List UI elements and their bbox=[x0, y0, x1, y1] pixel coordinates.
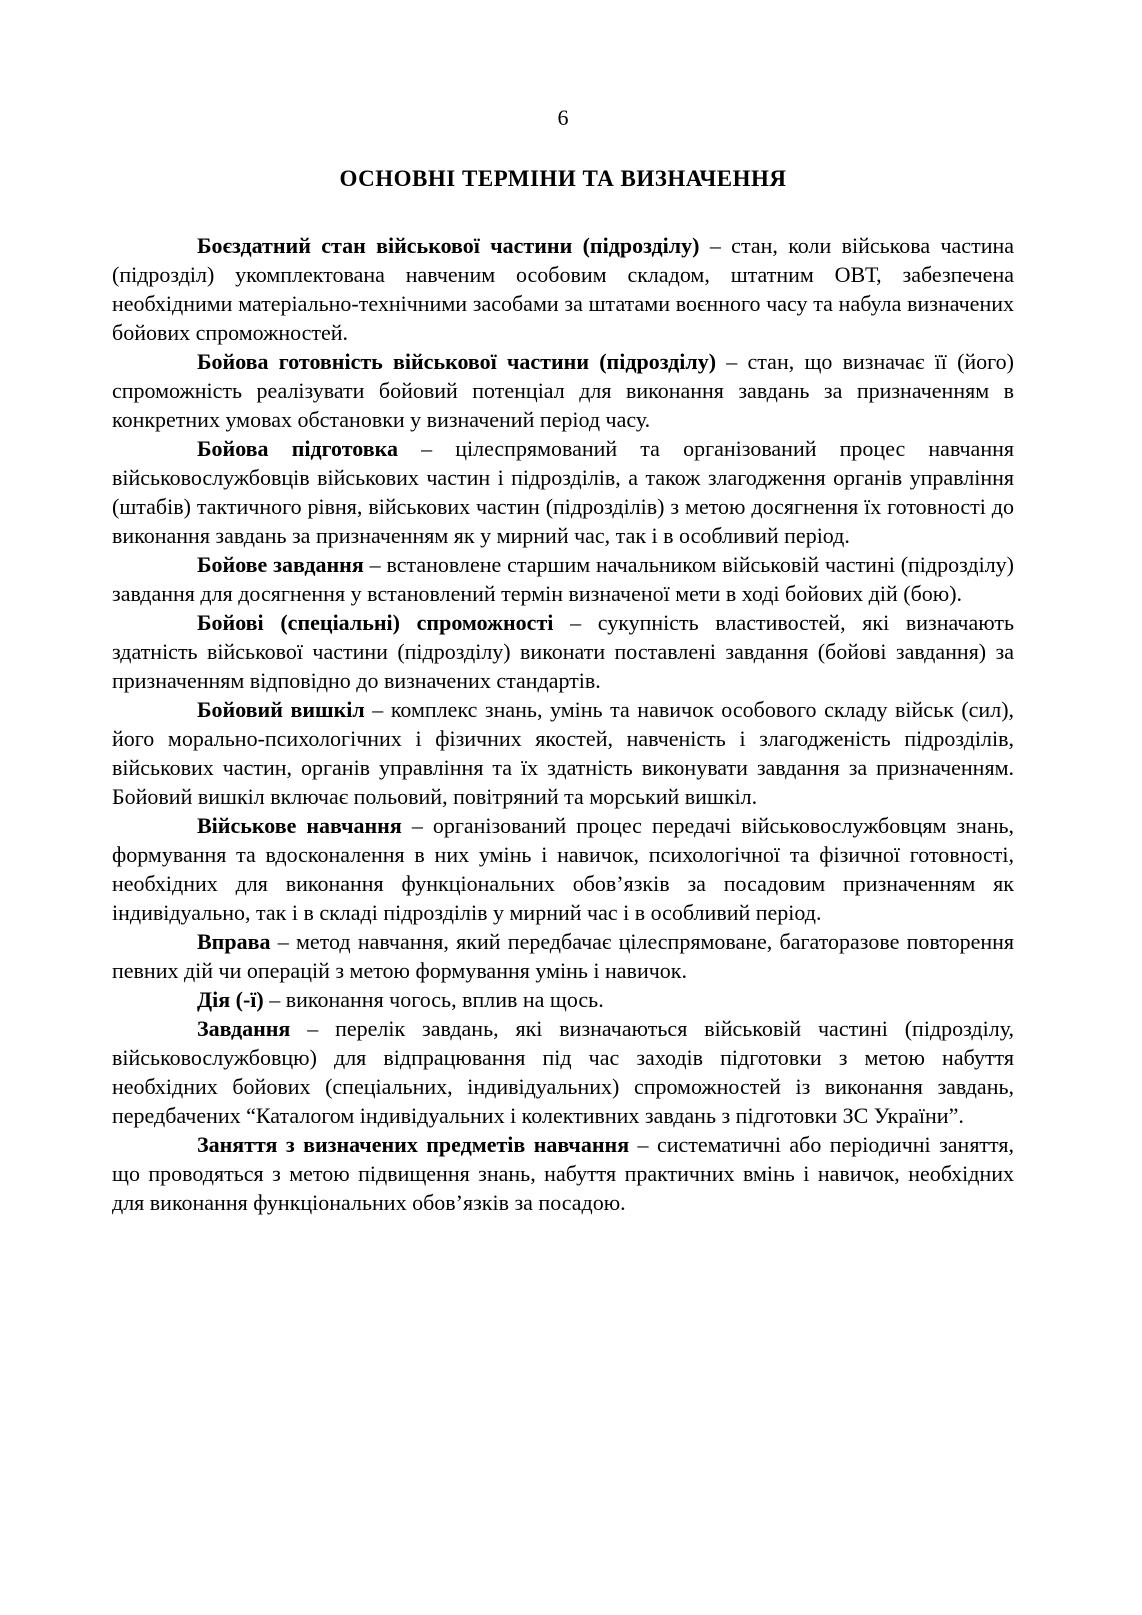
term-name: Бойове завдання bbox=[197, 552, 364, 577]
term-definition: – комплекс знань, умінь та навичок особового складу військ (сил), його морально-психологічних і фізичних якостей, навченість і злагодженість підрозділів, військових частин, органів управління та їх здатність виконувати завдання за призначенням. Бойовий вишкіл включає польовий, повітряний та морський вишкіл. bbox=[112, 697, 1015, 809]
term-definition: – метод навчання, який передбачає цілеспрямоване, багаторазове повторення певних дій чи операцій з метою формування умінь і навичок. bbox=[112, 929, 1015, 983]
term-definition: – сукупність властивостей, які визначають здатність військової частини (підрозділу) виконати поставлені завдання (бойові завдання) за призначенням відповідно до визначених стандартів. bbox=[112, 610, 1015, 693]
term-name: Бойова підготовка bbox=[197, 436, 398, 461]
term-paragraph bbox=[112, 927, 1014, 985]
term-name: Вправа bbox=[197, 929, 271, 954]
term-definition: – систематичні або періодичні заняття, що проводяться з метою підвищення знань, набуття практичних вмінь і навичок, необхідних для виконання функціональних обов’язків за посадою. bbox=[112, 1132, 1014, 1215]
term-name: Боєздатний стан військової частини (підрозділу) bbox=[197, 233, 700, 258]
page-title: ОСНОВНІ ТЕРМІНИ ТА ВИЗНАЧЕННЯ bbox=[339, 166, 787, 191]
term-definition: – виконання чогось, вплив на щось. bbox=[269, 987, 604, 1012]
page-number: 6 bbox=[557, 105, 569, 130]
term-paragraph bbox=[112, 347, 1014, 434]
term-name: Військове навчання bbox=[197, 813, 402, 838]
term-paragraph bbox=[112, 1014, 1014, 1130]
term-name: Бойова готовність військової частини (підрозділу) bbox=[197, 349, 717, 374]
term-definition: – встановлене старшим начальником військовій частині (підрозділу) завдання для досягнення у встановлений термін визначеної мети в ході бойових дій (бою). bbox=[112, 552, 1015, 606]
term-paragraph bbox=[112, 231, 1014, 347]
term-name: Бойовий вишкіл bbox=[197, 697, 365, 722]
term-definition: – цілеспрямований та організований процес навчання військовослужбовців військових частин і підрозділів, а також злагодження органів управління (штабів) тактичного рівня, військових частин (підрозділів) з метою досягнення їх готовності до виконання завдань за призначенням як у мирний час, так і в особливий період. bbox=[112, 436, 1014, 548]
term-definition: – стан, коли військова частина (підрозділ) укомплектована навченим особовим складом, штатним ОВТ, забезпечена необхідними матеріально-технічними засобами за штатами воєнного часу та набула визначених бойових спроможностей. bbox=[112, 233, 1015, 345]
term-paragraph bbox=[112, 695, 1014, 811]
term-paragraph bbox=[112, 608, 1014, 695]
term-paragraph bbox=[112, 434, 1014, 550]
term-paragraph bbox=[112, 811, 1014, 927]
term-paragraph bbox=[112, 550, 1014, 608]
term-definition: – стан, що визначає її (його) спроможність реалізувати бойовий потенціал для виконання завдань за призначенням в конкретних умовах обстановки у визначений період часу. bbox=[112, 349, 1014, 432]
term-paragraph bbox=[112, 1130, 1014, 1217]
term-name: Завдання bbox=[197, 1016, 291, 1041]
term-name: Заняття з визначених предметів навчання bbox=[197, 1132, 630, 1157]
term-paragraph bbox=[112, 985, 1014, 1014]
term-definition: – перелік завдань, які визначаються військовій частині (підрозділу, військовослужбовцю) для відпрацювання під час заходів підготовки з метою набуття необхідних бойових (спеціальних, індивідуальних) спроможностей із виконання завдань, передбачених “Каталогом індивідуальних і колективних завдань з підготовки ЗС України”. bbox=[112, 1016, 1015, 1128]
term-name: Дія (-ї) bbox=[197, 987, 264, 1012]
terms-list bbox=[112, 231, 1014, 1217]
term-definition: – організований процес передачі військовослужбовцям знань, формування та вдосконалення в них умінь і навичок, психологічної та фізичної готовності, необхідних для виконання функціональних обов’язків за посадовим призначенням як індивідуально, так і в складі підрозділів у мирний час і в особливий період. bbox=[112, 813, 1015, 925]
term-name: Бойові (спеціальні) спроможності bbox=[197, 610, 554, 635]
